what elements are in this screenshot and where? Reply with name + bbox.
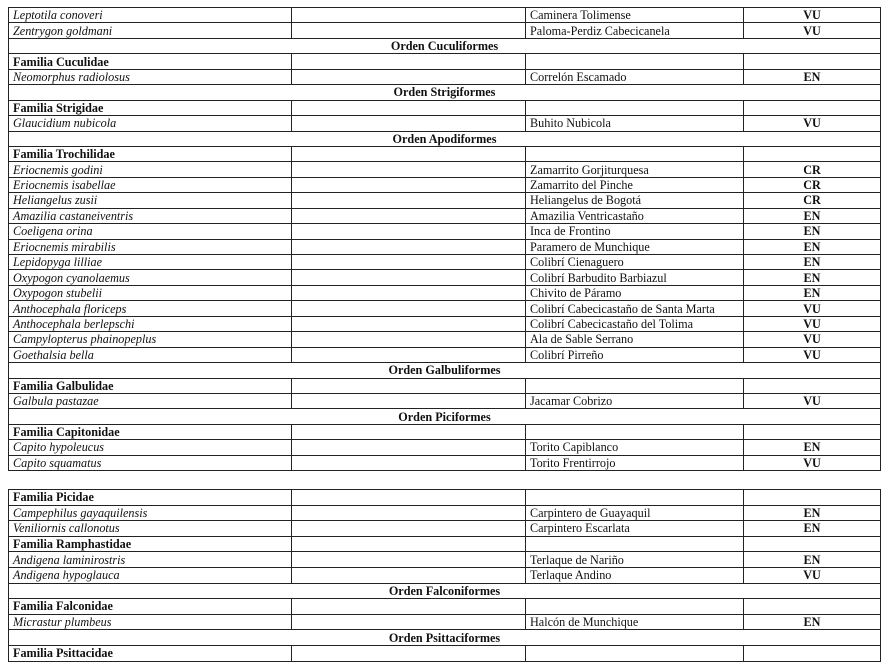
scientific-name: Eriocnemis isabellae [9,177,292,192]
empty-cell [292,285,526,300]
scientific-name: Capito hypoleucus [9,440,292,455]
empty-cell [292,316,526,331]
scientific-name: Oxypogon stubelii [9,285,292,300]
scientific-name: Oxypogon cyanolaemus [9,270,292,285]
species-row [9,521,881,537]
empty-cell [526,378,744,393]
empty-cell [292,521,526,537]
empty-cell [744,424,881,439]
common-name: Inca de Frontino [526,224,744,239]
empty-cell [292,505,526,521]
common-name: Zamarrito del Pinche [526,177,744,192]
empty-cell [292,599,526,615]
species-row [9,505,881,521]
scientific-name: Zentrygon goldmani [9,23,292,38]
family-row [9,378,881,393]
species-row [9,116,881,131]
common-name: Heliangelus de Bogotá [526,193,744,208]
common-name: Paramero de Munchique [526,239,744,254]
order-name: Orden Cuculiformes [9,38,881,53]
empty-cell [744,54,881,69]
threat-category: EN [744,505,881,521]
scientific-name: Neomorphus radiolosus [9,69,292,84]
species-row [9,8,881,23]
scientific-name: Amazilia castaneiventris [9,208,292,223]
empty-cell [292,177,526,192]
order-name: Orden Galbuliformes [9,363,881,378]
order-name: Orden Psittaciformes [9,630,881,646]
family-name: Familia Falconidae [9,599,292,615]
common-name: Colibrí Cabecicastaño del Tolima [526,316,744,331]
scientific-name: Campylopterus phainopeplus [9,332,292,347]
species-row [9,23,881,38]
family-row [9,645,881,661]
empty-cell [292,146,526,161]
species-row [9,239,881,254]
species-row [9,316,881,331]
empty-cell [292,239,526,254]
scientific-name: Heliangelus zusii [9,193,292,208]
family-name: Familia Trochilidae [9,146,292,161]
family-name: Familia Cuculidae [9,54,292,69]
species-row [9,193,881,208]
threat-category: EN [744,255,881,270]
order-name: Orden Piciformes [9,409,881,424]
species-row [9,224,881,239]
common-name: Torito Frentirrojo [526,455,744,470]
order-row [9,363,881,378]
scientific-name: Lepidopyga lilliae [9,255,292,270]
species-row [9,177,881,192]
family-name: Familia Picidae [9,490,292,506]
common-name: Colibrí Barbudito Barbiazul [526,270,744,285]
empty-cell [526,54,744,69]
empty-cell [526,100,744,115]
species-table-part-2 [8,489,881,662]
species-row [9,552,881,568]
threat-category: VU [744,332,881,347]
threat-category: VU [744,8,881,23]
common-name: Terlaque Andino [526,567,744,583]
family-name: Familia Strigidae [9,100,292,115]
empty-cell [526,146,744,161]
empty-cell [744,378,881,393]
order-row [9,85,881,100]
family-row [9,424,881,439]
order-name: Orden Falconiformes [9,583,881,599]
empty-cell [292,8,526,23]
scientific-name: Andigena laminirostris [9,552,292,568]
threat-category: EN [744,614,881,630]
threat-category: VU [744,301,881,316]
threat-category: VU [744,316,881,331]
empty-cell [292,378,526,393]
species-row [9,567,881,583]
family-row [9,536,881,552]
species-row [9,270,881,285]
scientific-name: Campephilus gayaquilensis [9,505,292,521]
empty-cell [292,440,526,455]
common-name: Correlón Escamado [526,69,744,84]
common-name: Caminera Tolimense [526,8,744,23]
empty-cell [744,146,881,161]
family-row [9,100,881,115]
empty-cell [526,645,744,661]
family-row [9,146,881,161]
empty-cell [292,645,526,661]
scientific-name: Glaucidium nubicola [9,116,292,131]
threat-category: EN [744,552,881,568]
scientific-name: Galbula pastazae [9,393,292,408]
species-row [9,332,881,347]
family-name: Familia Galbulidae [9,378,292,393]
empty-cell [292,69,526,84]
species-row [9,393,881,408]
empty-cell [292,347,526,362]
threat-category: VU [744,23,881,38]
threat-category: EN [744,270,881,285]
empty-cell [292,301,526,316]
threat-category: EN [744,224,881,239]
order-row [9,409,881,424]
common-name: Jacamar Cobrizo [526,393,744,408]
empty-cell [292,23,526,38]
empty-cell [744,645,881,661]
empty-cell [292,270,526,285]
scientific-name: Eriocnemis mirabilis [9,239,292,254]
species-row [9,285,881,300]
empty-cell [526,424,744,439]
species-row [9,614,881,630]
family-name: Familia Ramphastidae [9,536,292,552]
threat-category: VU [744,393,881,408]
empty-cell [744,490,881,506]
empty-cell [292,393,526,408]
empty-cell [292,162,526,177]
empty-cell [292,455,526,470]
scientific-name: Leptotila conoveri [9,8,292,23]
species-table-body [9,8,881,471]
empty-cell [526,536,744,552]
species-row [9,455,881,470]
empty-cell [292,490,526,506]
species-row [9,255,881,270]
threat-category: VU [744,567,881,583]
common-name: Zamarrito Gorjiturquesa [526,162,744,177]
common-name: Colibrí Cienaguero [526,255,744,270]
empty-cell [292,536,526,552]
common-name: Colibrí Cabecicastaño de Santa Marta [526,301,744,316]
scientific-name: Eriocnemis godini [9,162,292,177]
species-table-body [9,490,881,662]
threat-category: CR [744,177,881,192]
empty-cell [292,100,526,115]
empty-cell [292,614,526,630]
threat-category: EN [744,69,881,84]
common-name: Colibrí Pirreño [526,347,744,362]
order-row [9,131,881,146]
empty-cell [292,193,526,208]
species-row [9,347,881,362]
empty-cell [292,424,526,439]
order-name: Orden Strigiformes [9,85,881,100]
scientific-name: Coeligena orina [9,224,292,239]
threat-category: EN [744,285,881,300]
threat-category: CR [744,162,881,177]
threat-category: EN [744,440,881,455]
threat-category: VU [744,455,881,470]
common-name: Paloma-Perdiz Cabecicanela [526,23,744,38]
common-name: Halcón de Munchique [526,614,744,630]
common-name: Carpintero de Guayaquil [526,505,744,521]
common-name: Terlaque de Nariño [526,552,744,568]
empty-cell [292,552,526,568]
species-row [9,440,881,455]
order-row [9,630,881,646]
common-name: Torito Capiblanco [526,440,744,455]
common-name: Amazilia Ventricastaño [526,208,744,223]
threat-category: CR [744,193,881,208]
family-row [9,490,881,506]
scientific-name: Capito squamatus [9,455,292,470]
scientific-name: Anthocephala floriceps [9,301,292,316]
species-row [9,162,881,177]
empty-cell [292,54,526,69]
species-table-part-1 [8,7,881,471]
order-name: Orden Apodiformes [9,131,881,146]
empty-cell [526,490,744,506]
common-name: Carpintero Escarlata [526,521,744,537]
empty-cell [292,224,526,239]
threat-category: EN [744,521,881,537]
species-row [9,69,881,84]
empty-cell [292,332,526,347]
family-name: Familia Capitonidae [9,424,292,439]
order-row [9,583,881,599]
empty-cell [292,116,526,131]
empty-cell [292,208,526,223]
scientific-name: Anthocephala berlepschi [9,316,292,331]
common-name: Buhito Nubicola [526,116,744,131]
scientific-name: Goethalsia bella [9,347,292,362]
empty-cell [292,567,526,583]
empty-cell [526,599,744,615]
threat-category: EN [744,208,881,223]
common-name: Ala de Sable Serrano [526,332,744,347]
species-row [9,208,881,223]
family-row [9,599,881,615]
empty-cell [744,536,881,552]
scientific-name: Andigena hypoglauca [9,567,292,583]
threat-category: VU [744,116,881,131]
threat-category: EN [744,239,881,254]
common-name: Chivito de Páramo [526,285,744,300]
empty-cell [744,599,881,615]
scientific-name: Micrastur plumbeus [9,614,292,630]
empty-cell [744,100,881,115]
empty-cell [292,255,526,270]
species-row [9,301,881,316]
family-name: Familia Psittacidae [9,645,292,661]
family-row [9,54,881,69]
order-row [9,38,881,53]
threat-category: VU [744,347,881,362]
scientific-name: Veniliornis callonotus [9,521,292,537]
